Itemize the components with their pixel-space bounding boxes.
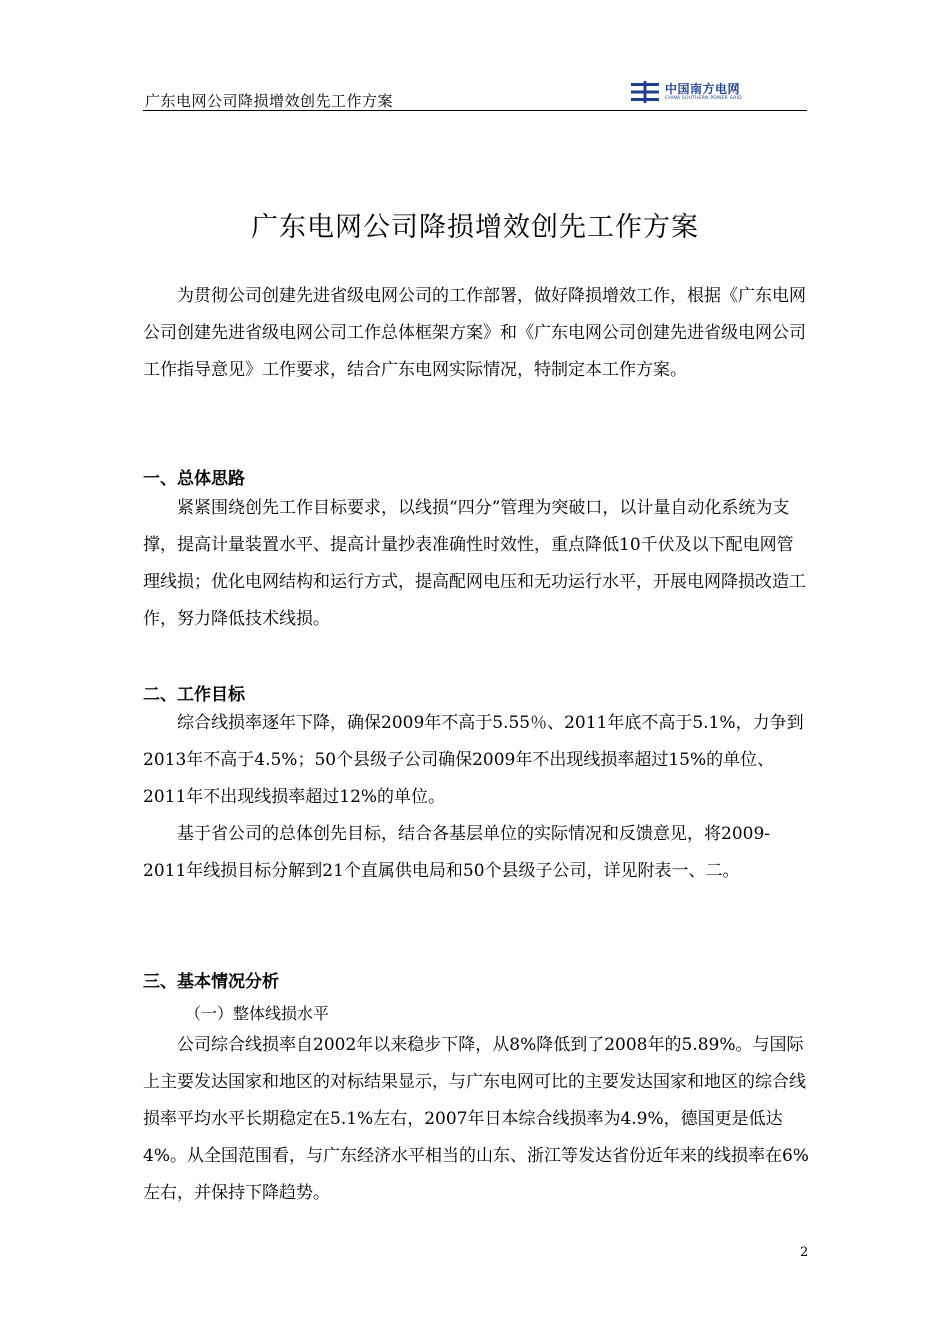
company-logo: [630, 80, 742, 104]
subsection-heading-overall-loss: （一）整体线损水平: [185, 1004, 330, 1023]
section-2-paragraph-2: 基于省公司的总体创先目标，结合各基层单位的实际情况和反馈意见，将2009-2011年线损目标分解到21个直属供电局和50个县级子公司，详见附表一、二。: [143, 824, 771, 881]
section-1-paragraph: 紧紧围绕创先工作目标要求，以线损“四分”管理为突破口，以计量自动化系统为支撑，提高计量装置水平、提高计量抄表准确性时效性，重点降低10千伏及以下配电网管理线损；优化电网结构和运行方式，提高配网电压和无功运行水平，开展电网降损改造工作，努力降低技术线损。: [143, 498, 806, 629]
logo-name-en: CHINA SOUTHERN POWER GRID: [665, 95, 742, 101]
section-2-paragraph-1: 综合线损率逐年下降，确保2009年不高于5.55％、2011年底不高于5.1%，力争到2013年不高于4.5%；50个县级子公司确保2009年不出现线损率超过15%的单位、2011年不出现线损率超过12%的单位。: [143, 713, 804, 807]
section-1-body: [143, 490, 809, 638]
section-heading-work-goals: 二、工作目标: [143, 685, 245, 705]
document-title: 广东电网公司降损增效创先工作方案: [251, 212, 699, 243]
page-number: 2: [800, 1245, 809, 1260]
section-3-paragraph: 公司综合线损率自2002年以来稳步下降，从8%降低到了2008年的5.89%。与国际上主要发达国家和地区的对标结果显示，与广东电网可比的主要发达国家和地区的综合线损率平均水平长期稳定在5.1%左右，2007年日本综合线损率为4.9%，德国更是低达4%。从全国范围看，与广东经济水平相当的山东、浙江等发达省份近年来的线损率在6%左右，并保持下降趋势。: [143, 1035, 809, 1203]
section-heading-overall-approach: 一、总体思路: [143, 469, 245, 489]
section-2-body: [143, 705, 809, 890]
intro-paragraph: 为贯彻公司创建先进省级电网公司的工作部署，做好降损增效工作，根据《广东电网公司创建先进省级电网公司工作总体框架方案》和《广东电网公司创建先进省级电网公司工作指导意见》工作要求，结合广东电网实际情况，特制定本工作方案。: [143, 286, 806, 380]
intro-block: [143, 278, 809, 389]
csg-logo-icon: [630, 80, 660, 104]
logo-name-cn: 中国南方电网: [665, 81, 741, 96]
running-header-title: 广东电网公司降损增效创先工作方案: [145, 92, 394, 110]
section-3-body: [143, 1027, 809, 1212]
header-divider: [143, 110, 807, 111]
section-heading-situation-analysis: 三、基本情况分析: [143, 972, 279, 992]
